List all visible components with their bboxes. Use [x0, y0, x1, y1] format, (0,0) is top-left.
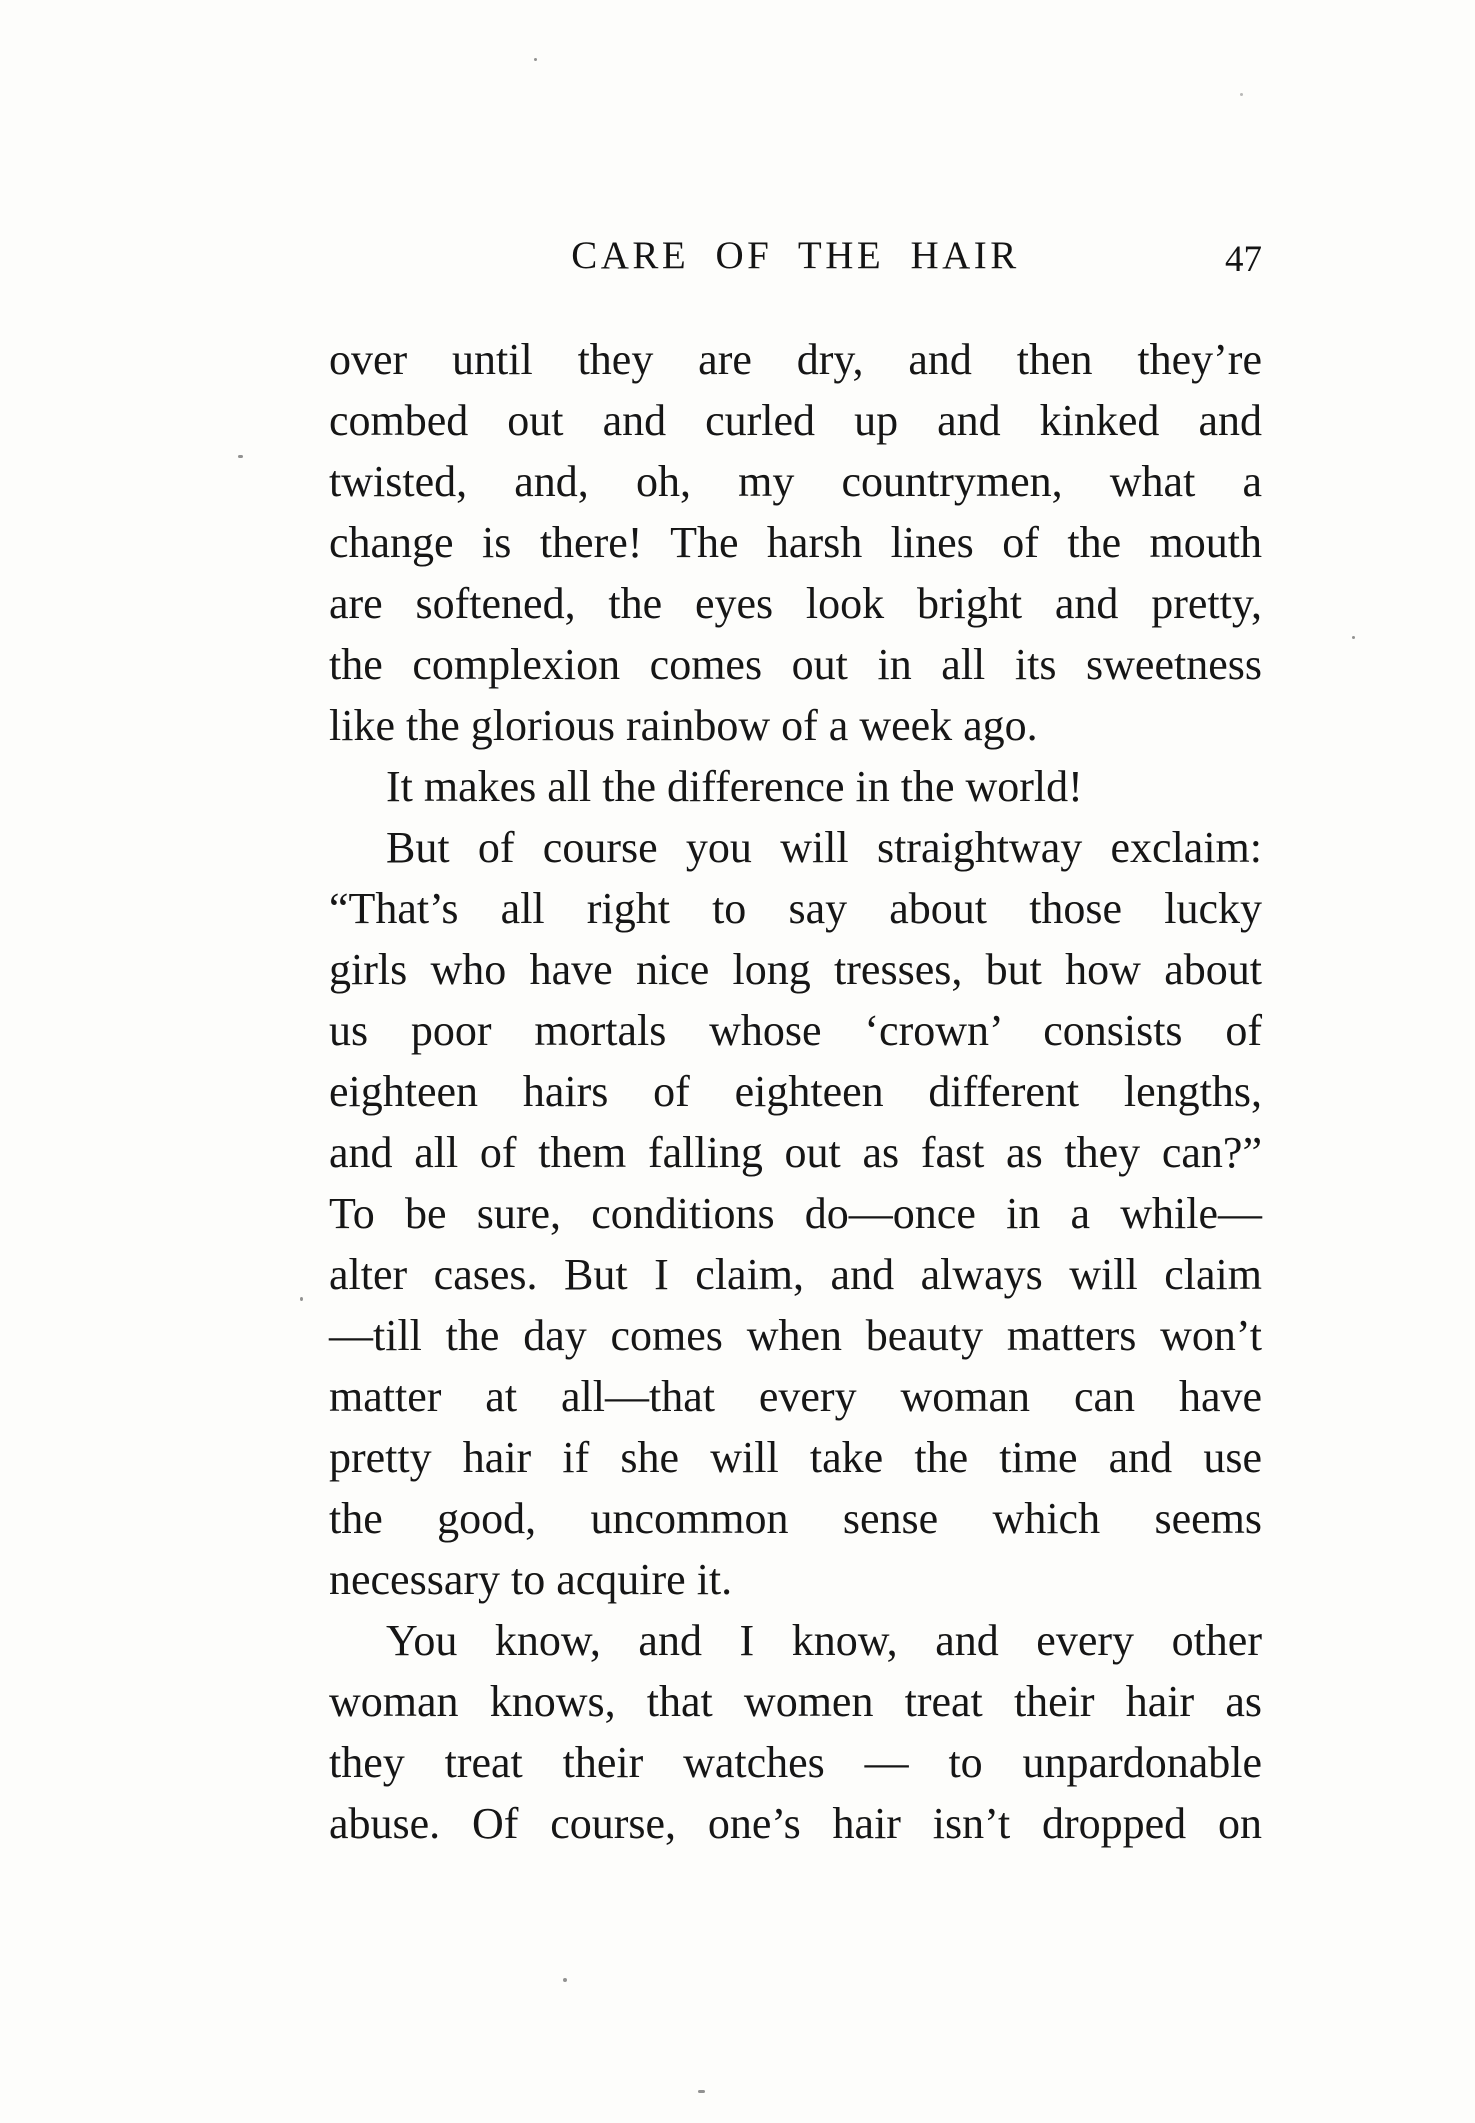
- text-line: woman knows, that women treat their hair as: [329, 1677, 1262, 1726]
- text-line: change is there! The harsh lines of the mouth: [329, 518, 1262, 567]
- text-line: abuse. Of course, one’s hair isn’t dropped on: [329, 1799, 1262, 1848]
- text-line: combed out and curled up and kinked and: [329, 396, 1262, 445]
- text-line: pretty hair if she will take the time and use: [329, 1433, 1262, 1482]
- text-line: —till the day comes when beauty matters won’t: [329, 1311, 1262, 1360]
- text-line: To be sure, conditions do—once in a while—: [329, 1189, 1262, 1238]
- scan-speck: [1240, 93, 1243, 96]
- text-line: the complexion comes out in all its sweetness: [329, 640, 1262, 689]
- text-line: girls who have nice long tresses, but how about: [329, 945, 1262, 994]
- text-line: It makes all the difference in the world!: [386, 762, 1083, 811]
- text-line: are softened, the eyes look bright and pretty,: [329, 579, 1262, 628]
- scan-speck: [238, 455, 243, 458]
- scan-speck: [534, 58, 537, 61]
- chapter-title: CARE OF THE HAIR: [571, 234, 1020, 277]
- text-line: eighteen hairs of eighteen different lengths,: [329, 1067, 1262, 1116]
- text-line: the good, uncommon sense which seems: [329, 1494, 1262, 1543]
- text-line: and all of them falling out as fast as they can?”: [329, 1128, 1262, 1177]
- text-line: like the glorious rainbow of a week ago.: [329, 701, 1038, 750]
- text-line: alter cases. But I claim, and always will claim: [329, 1250, 1262, 1299]
- scan-speck: [300, 1297, 303, 1301]
- text-line: matter at all—that every woman can have: [329, 1372, 1262, 1421]
- text-line: But of course you will straightway exclaim:: [386, 823, 1262, 872]
- text-line: they treat their watches — to unpardonable: [329, 1738, 1262, 1787]
- scan-speck: [698, 2090, 705, 2093]
- text-line: “That’s all right to say about those lucky: [329, 884, 1262, 933]
- running-head: [329, 233, 1262, 283]
- page-number: 47: [1225, 239, 1262, 280]
- scan-speck: [563, 1978, 567, 1982]
- text-line: over until they are dry, and then they’re: [329, 335, 1262, 384]
- text-line: twisted, and, oh, my countrymen, what a: [329, 457, 1262, 506]
- scan-speck: [1352, 636, 1355, 639]
- text-line: necessary to acquire it.: [329, 1555, 733, 1604]
- body-text: [329, 329, 1262, 1854]
- text-line: us poor mortals whose ‘crown’ consists of: [329, 1006, 1262, 1055]
- text-line: You know, and I know, and every other: [386, 1616, 1262, 1665]
